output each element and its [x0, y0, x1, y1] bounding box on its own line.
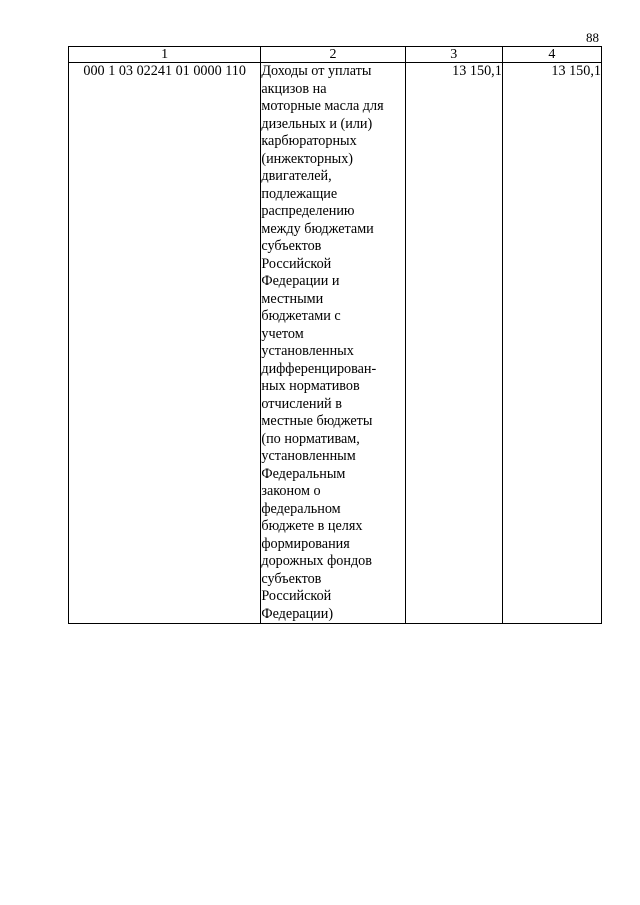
description-line: (инжекторных) [261, 150, 354, 167]
revenue-table [68, 46, 602, 624]
table-row [69, 63, 602, 624]
header-col-3: 3 [405, 47, 502, 63]
header-col-2: 2 [261, 47, 405, 63]
description-line: дизельных и (или) [261, 115, 373, 132]
description-line: бюджете в целях [261, 518, 363, 534]
description-line: отчислений в [261, 395, 342, 412]
description-line: дифференцирован- [261, 360, 377, 377]
description-line: Федеральным [261, 465, 346, 482]
header-col-4: 4 [502, 47, 601, 63]
amount-col-3: 13 150,1 [405, 63, 502, 624]
description-line: субъектов [261, 570, 322, 587]
amount-col-4: 13 150,1 [502, 63, 601, 624]
description-line: формирования [261, 535, 350, 552]
description-line: Российской [261, 255, 332, 272]
description-line: подлежащие [261, 185, 338, 202]
description-line: распределению [261, 203, 355, 219]
description-line: Федерации) [261, 605, 334, 622]
description-line: субъектов [261, 238, 322, 254]
table-header [69, 47, 602, 63]
description-line: учетом [261, 325, 304, 342]
header-col-1: 1 [69, 47, 261, 63]
header-row [69, 47, 602, 63]
description-line: местными [261, 290, 324, 307]
description-line: двигателей, [261, 168, 332, 184]
description-line: Федерации и [261, 273, 340, 289]
description-line: установленным [261, 448, 356, 464]
description-line: моторные масла для [261, 98, 384, 114]
budget-classification-code: 000 1 03 02241 01 0000 110 [69, 63, 261, 624]
description-line: между бюджетами [261, 220, 374, 237]
description-line: федеральном [261, 500, 341, 517]
description-line: установленных [261, 343, 354, 359]
description-line: местные бюджеты [261, 413, 373, 429]
description-line: карбюраторных [261, 133, 357, 149]
page-number: 88 [586, 30, 599, 45]
description-line: Доходы от уплаты [261, 63, 372, 79]
revenue-description [261, 63, 405, 624]
description-line: дорожных фондов [261, 553, 372, 569]
description-line: Российской [261, 588, 332, 604]
description-line: акцизов на [261, 80, 327, 97]
description-line: законом о [261, 483, 321, 499]
description-line: бюджетами с [261, 308, 341, 324]
description-line: ных нормативов [261, 378, 360, 394]
description-line: (по нормативам, [261, 430, 360, 447]
